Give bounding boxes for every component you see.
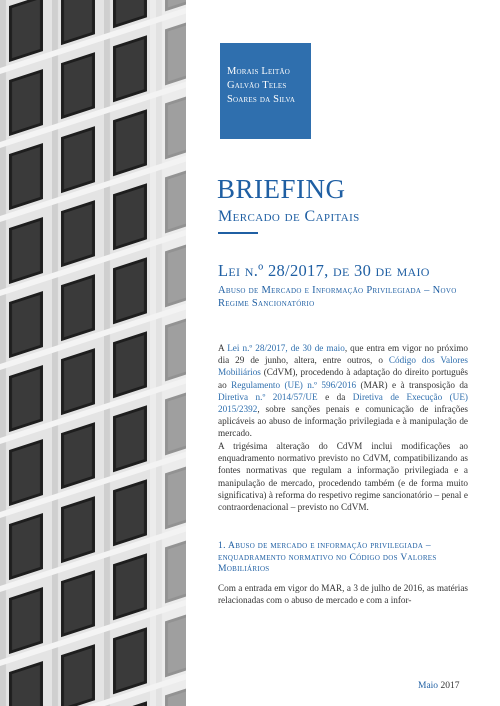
section-1-paragraph: Com a entrada em vigor do MAR, a 3 de julho de 2016, as matérias relacionadas com o abuso de mercado e com a infor- [218,583,468,606]
p1-text-e: e da [317,391,353,402]
second-paragraph: A trigésima alteração do CdVM inclui modificações ao enquadramento normativo previsto no CdVM, compatibilizando as fontes normativas que regulam a informação privilegiada e a manipulação de mercado, procedendo também (e de forma muito significativa) à reforma do respetivo regime sancionatório – penal e contraordenacional – previsto no CdVM. [218,441,468,513]
p1-text-c: (CdVM), procedendo à adaptação do direito português ao [218,367,468,390]
footer-month: Maio [418,681,439,691]
link-diretiva-execucao-2015-2392[interactable]: Diretiva de Execução (UE) 2015/2392 [218,391,468,415]
logo-line-2: Galvão Teles [227,80,287,91]
building-facade-photo [0,0,186,706]
p1-text-a: A [218,343,228,353]
p1-text-b: , que entra em vigor no próximo dia 29 de junho, altera, entre outros, o [218,343,468,366]
link-lei-28-2017[interactable]: Lei n.º 28/2017, de 30 de maio [227,343,345,353]
p1-text-f: , sobre sanções penais e comunicação de infrações aplicáveis ao abuso de informação privilegiada e à manipulação de mercado. [218,404,468,439]
logo-line-3: Soares da Silva [227,94,296,105]
footer-year: 2017 [440,681,460,691]
link-codigo-valores-mobiliarios[interactable]: Código dos Valores Mobiliários [218,355,468,378]
document-subtitle: Mercado de Capitais [218,208,360,225]
law-subtitle: Abuso de Mercado e Informação Privilegiada – Novo Regime Sancionatório [218,285,457,309]
document-title: BRIEFING [217,174,346,204]
firm-logo [220,43,311,139]
section-1-heading: 1. Abuso de mercado e informação privilegiada – enquadramento normativo no Código dos Valores Mobiliários [218,540,437,574]
title-divider [218,232,258,234]
p1-text-d: (MAR) e à transposição da [356,379,469,390]
law-title: Lei n.º 28/2017, de 30 de maio [218,261,430,280]
footer-date [418,681,459,691]
logo-line-1: Morais Leitão [227,66,290,77]
link-regulamento-596-2016[interactable]: Regulamento (UE) n.º 596/2016 [231,379,357,390]
link-diretiva-2014-57[interactable]: Diretiva n.º 2014/57/UE [218,391,318,402]
intro-paragraph [218,342,468,440]
